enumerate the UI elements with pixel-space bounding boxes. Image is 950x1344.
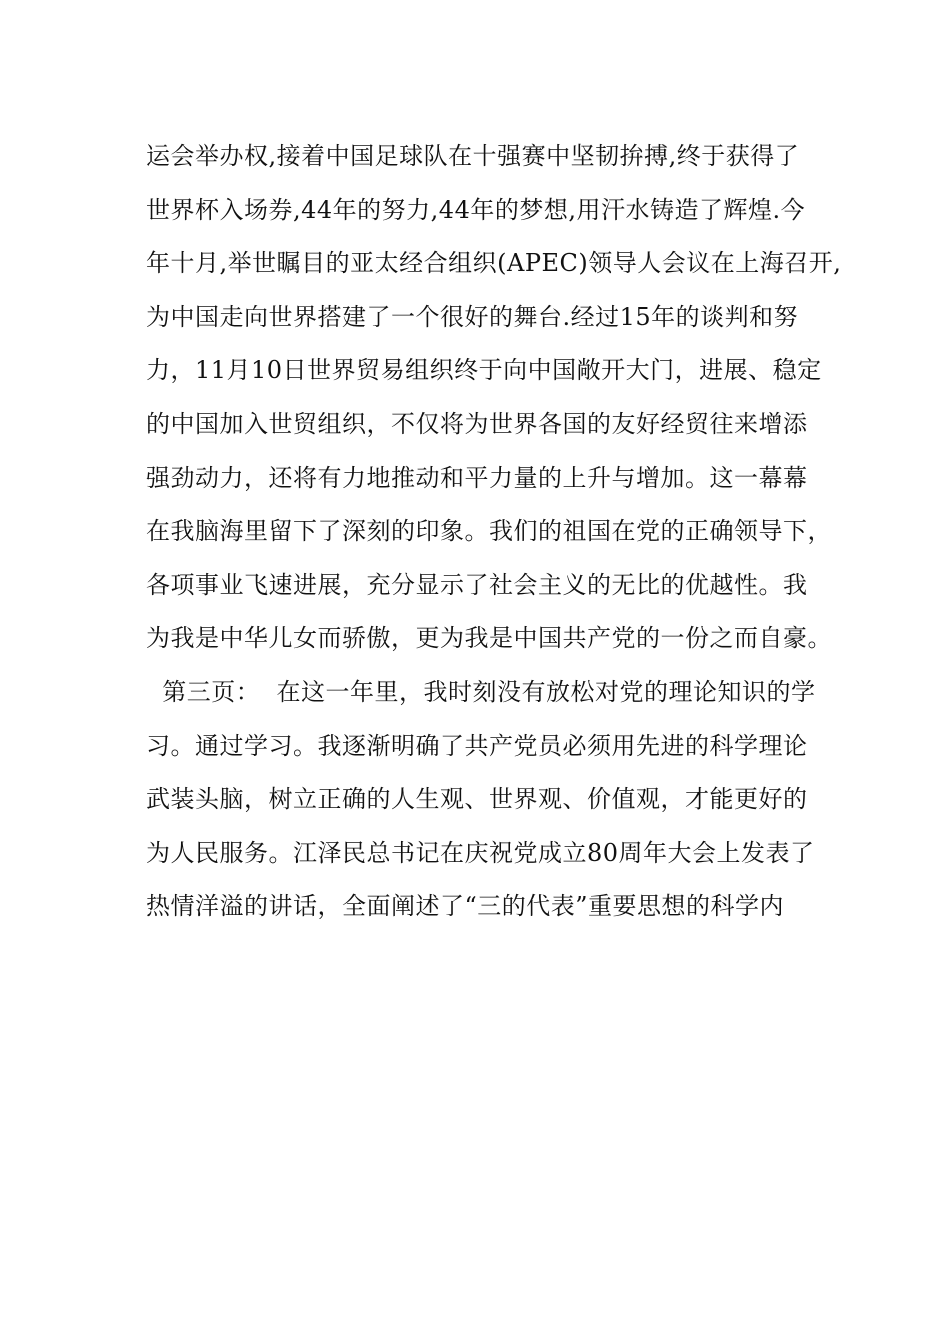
body-text <box>146 130 842 934</box>
text-line: 年十月,举世瞩目的亚太经合组织(APEC)领导人会议在上海召开, <box>146 249 842 278</box>
text-line: 的中国加入世贸组织，不仅将为世界各国的友好经贸往来增添 <box>146 409 808 438</box>
text-line: 习。通过学习。我逐渐明确了共产党员必须用先进的科学理论 <box>146 731 808 760</box>
text-line: 力，11月10日世界贸易组织终于向中国敞开大门，进展、稳定 <box>146 356 822 385</box>
text-line: 热情洋溢的讲话，全面阐述了“三的代表”重要思想的科学内 <box>146 892 785 921</box>
text-line: 为我是中华儿女而骄傲，更为我是中国共产党的一份之而自豪。 <box>146 624 832 653</box>
text-line: 第三页： 在这一年里，我时刻没有放松对党的理论知识的学 <box>146 677 816 706</box>
text-line: 为中国走向世界搭建了一个很好的舞台.经过15年的谈判和努 <box>146 302 799 331</box>
text-line: 世界杯入场券,44年的努力,44年的梦想,用汗水铸造了辉煌.今 <box>146 195 806 224</box>
text-line: 各项事业飞速进展，充分显示了社会主义的无比的优越性。我 <box>146 570 808 599</box>
text-line: 为人民服务。江泽民总书记在庆祝党成立80周年大会上发表了 <box>146 838 815 867</box>
text-line: 运会举办权,接着中国足球队在十强赛中坚韧拚搏,终于获得了 <box>146 142 800 170</box>
text-line: 在我脑海里留下了深刻的印象。我们的祖国在党的正确领导下， <box>146 517 832 546</box>
text-line: 武装头脑，树立正确的人生观、世界观、价值观，才能更好的 <box>146 785 808 814</box>
text-line: 强劲动力，还将有力地推动和平力量的上升与增加。这一幕幕 <box>146 463 808 492</box>
